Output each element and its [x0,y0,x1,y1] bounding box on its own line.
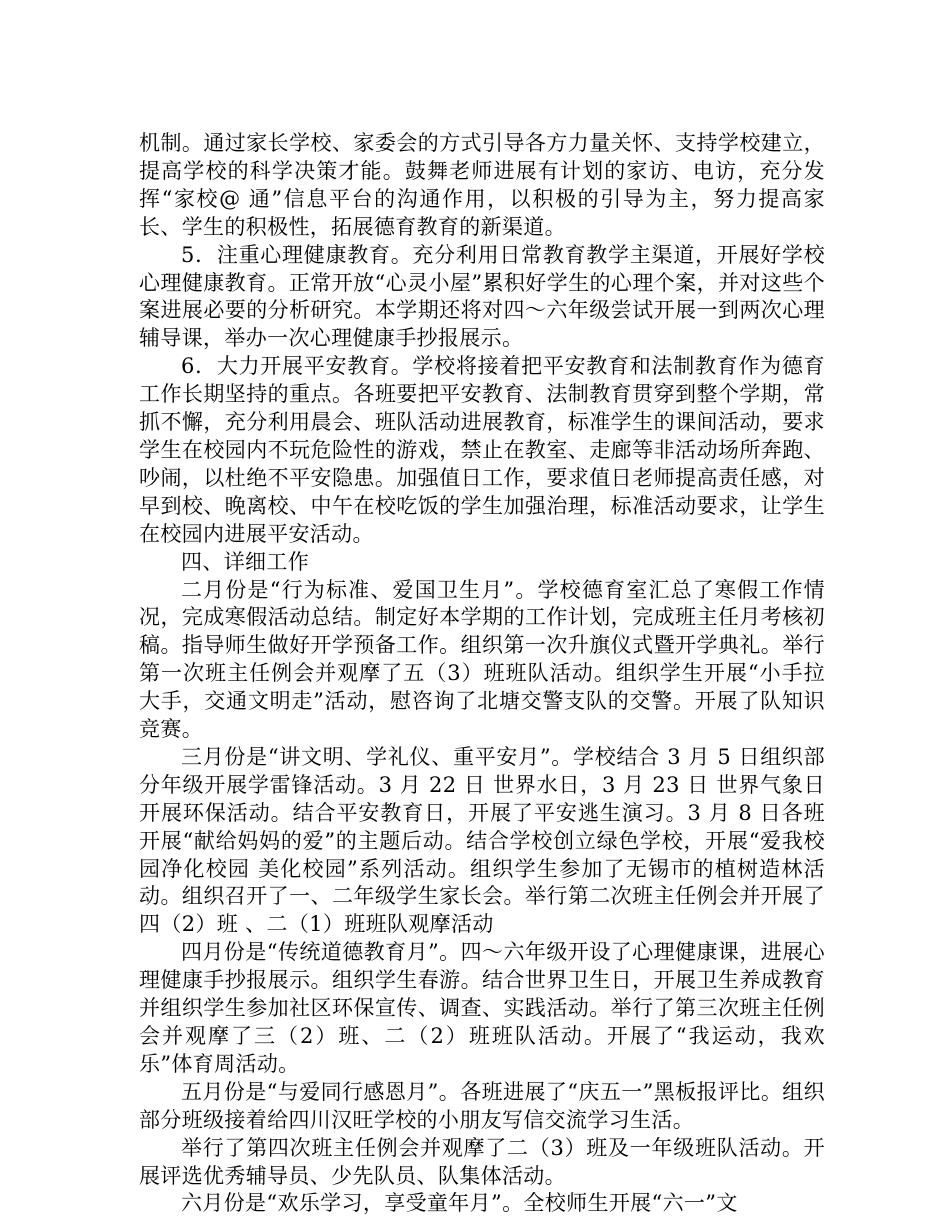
paragraph-february: 二月份是“行为标准、爱国卫生月”。学校德育室汇总了寒假工作情况，完成寒假活动总结。制定好本学期的工作计划，完成班主任月考核初稿。指导师生做好开学预备工作。组织第一次升旗仪式暨开学典礼。举行第一次班主任例会并观摩了五（3）班班队活动。组织学生开展“小手拉大手，交通文明走”活动，慰咨询了北塘交警支队的交警。开展了队知识竞赛。 [139,577,825,742]
paragraph-may: 五月份是“与爱同行感恩月”。各班进展了“庆五一”黑板报评比。组织部分班级接着给四川汉旺学校的小朋友写信交流学习生活。 [139,1079,825,1132]
paragraph-safety-education: 6．大力开展平安教育。学校将接着把平安教育和法制教育作为德育工作长期坚持的重点。各班要把平安教育、法制教育贯穿到整个学期，常抓不懈，充分利用晨会、班队活动进展教育，标准学生的课间活动，要求学生在校园内不玩危险性的游戏，禁止在教室、走廊等非活动场所奔跑、吵闹，以杜绝不平安隐患。加强值日工作，要求值日老师提高责任感，对早到校、晚离校、中午在校吃饭的学生加强治理，标准活动要求，让学生在校园内进展平安活动。 [139,354,825,546]
paragraph-mental-health: 5．注重心理健康教育。充分利用日常教育教学主渠道，开展好学校心理健康教育。正常开放“心灵小屋”累积好学生的心理个案，并对这些个案进展必要的分析研究。本学期还将对四～六年级尝试开展一到两次心理辅导课，举办一次心理健康手抄报展示。 [139,242,825,351]
document-body [139,130,825,1218]
paragraph-june: 六月份是“欢乐学习，享受童年月”。全校师生开展“六一”文 [181,1191,738,1216]
section-heading-detailed-work: 四、详细工作 [181,549,310,574]
paragraph-home-school: 机制。通过家长学校、家委会的方式引导各方力量关怀、支持学校建立，提高学校的科学决策才能。鼓舞老师进展有计划的家访、电访，充分发挥“家校@ 通”信息平台的沟通作用，以积极的引导为主，努力提高家长、学生的积极性，拓展德育教育的新渠道。 [139,131,825,239]
paragraph-march: 三月份是“讲文明、学礼仪、重平安月”。学校结合 3 月 5 日组织部分年级开展学雷锋活动。3 月 22 日 世界水日，3 月 23 日 世界气象日开展环保活动。结合平安教育日，开展了平安逃生演习。3 月 8 日各班开展“献给妈妈的爱”的主题后动。结合学校创立绿色学校，开展“爱我校园净化校园 美化校园”系列活动。组织学生参加了无锡市的植树造林活动。组织召开了一、二年级学生家长会。举行第二次班主任例会并开展了四（2）班 、二（1）班班队观摩活动 [139,744,825,937]
paragraph-fourth-meeting: 举行了第四次班主任例会并观摩了二（3）班及一年级班队活动。开展评选优秀辅导员、少先队员、队集体活动。 [139,1135,825,1188]
paragraph-april: 四月份是“传统道德教育月”。四～六年级开设了心理健康课，进展心理健康手抄报展示。组织学生春游。结合世界卫生日，开展卫生养成教育并组织学生参加社区环保宣传、调查、实践活动。举行了第三次班主任例会并观摩了三（2）班、二（2）班班队活动。开展了“我运动，我欢乐”体育周活动。 [139,940,825,1076]
